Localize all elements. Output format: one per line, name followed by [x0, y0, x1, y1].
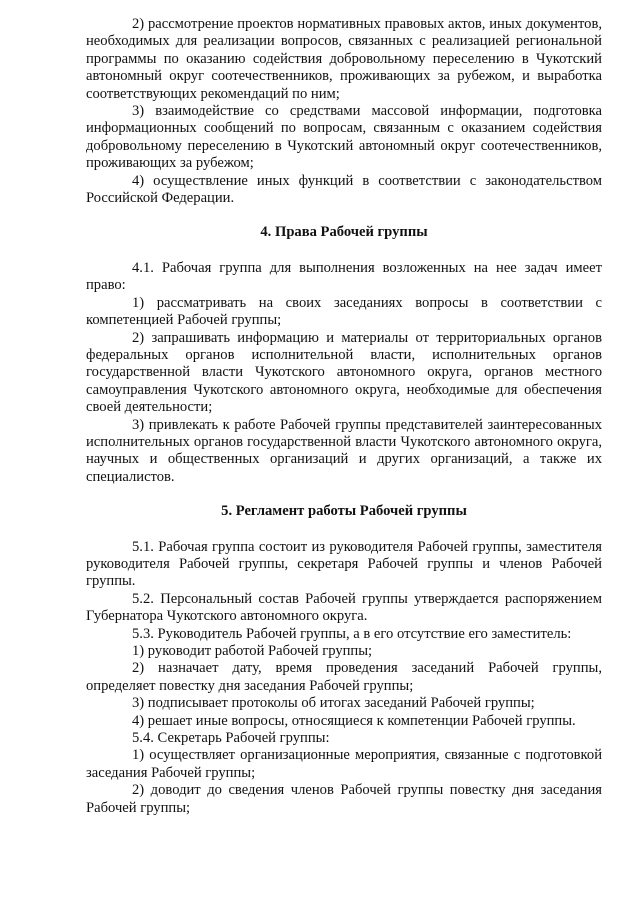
paragraph: 1) рассматривать на своих заседаниях вопросы в соответствии с компетенцией Рабочей группы; [86, 294, 602, 329]
paragraph: 4) осуществление иных функций в соответствии с законодательством Российской Федерации. [86, 172, 602, 207]
document-body [86, 16, 602, 817]
paragraph: 4) решает иные вопросы, относящиеся к компетенции Рабочей группы. [132, 712, 576, 729]
section-heading: 5. Регламент работы Рабочей группы [221, 503, 467, 520]
paragraph: 4.1. Рабочая группа для выполнения возложенных на нее задач имеет право: [86, 259, 602, 294]
section-heading: 4. Права Рабочей группы [260, 224, 428, 241]
paragraph: 1) руководит работой Рабочей группы; [132, 643, 373, 659]
paragraph: 1) осуществляет организационные мероприятия, связанные с подготовкой заседания Рабочей группы; [86, 747, 602, 781]
paragraph: 2) запрашивать информацию и материалы от территориальных органов федеральных органов исполнительной власти, исполнительных органов государственной власти Чукотского автономного округа, органов местного самоуправления Чукотского автономного округа, необходимые для обеспечения своей деятельности; [86, 329, 602, 416]
paragraph: 5.1. Рабочая группа состоит из руководителя Рабочей группы, заместителя руководителя Рабочей группы, секретаря Рабочей группы и членов Рабочей группы. [86, 538, 602, 590]
paragraph: 2) рассмотрение проектов нормативных правовых актов, иных документов, необходимых для реализации вопросов, связанных с реализацией региональной программы по оказанию содействия добровольному переселению в Чукотский автономный округ соотечественников, проживающих за рубежом, и выработка соответствующих рекомендаций по ним; [86, 16, 602, 102]
paragraph: 2) назначает дату, время проведения заседаний Рабочей группы, определяет повестку дня заседания Рабочей группы; [86, 660, 602, 694]
paragraph: 5.4. Секретарь Рабочей группы: [132, 730, 330, 747]
paragraph: 5.2. Персональный состав Рабочей группы утверждается распоряжением Губернатора Чукотского автономного округа. [86, 590, 602, 625]
paragraph: 3) взаимодействие со средствами массовой информации, подготовка информационных сообщений по вопросам, связанным с оказанием содействия добровольному переселению в Чукотский автономный округ соотечественников, проживающих за рубежом; [86, 103, 602, 172]
paragraph: 3) привлекать к работе Рабочей группы представителей заинтересованных исполнительных органов государственной власти Чукотского автономного округа, научных и общественных организаций и других организаций, а также их специалистов. [86, 416, 602, 485]
paragraph: 3) подписывает протоколы об итогах заседаний Рабочей группы; [132, 695, 535, 712]
paragraph: 2) доводит до сведения членов Рабочей группы повестку дня заседания Рабочей группы; [86, 782, 602, 816]
paragraph: 5.3. Руководитель Рабочей группы, а в его отсутствие его заместитель: [132, 625, 572, 642]
